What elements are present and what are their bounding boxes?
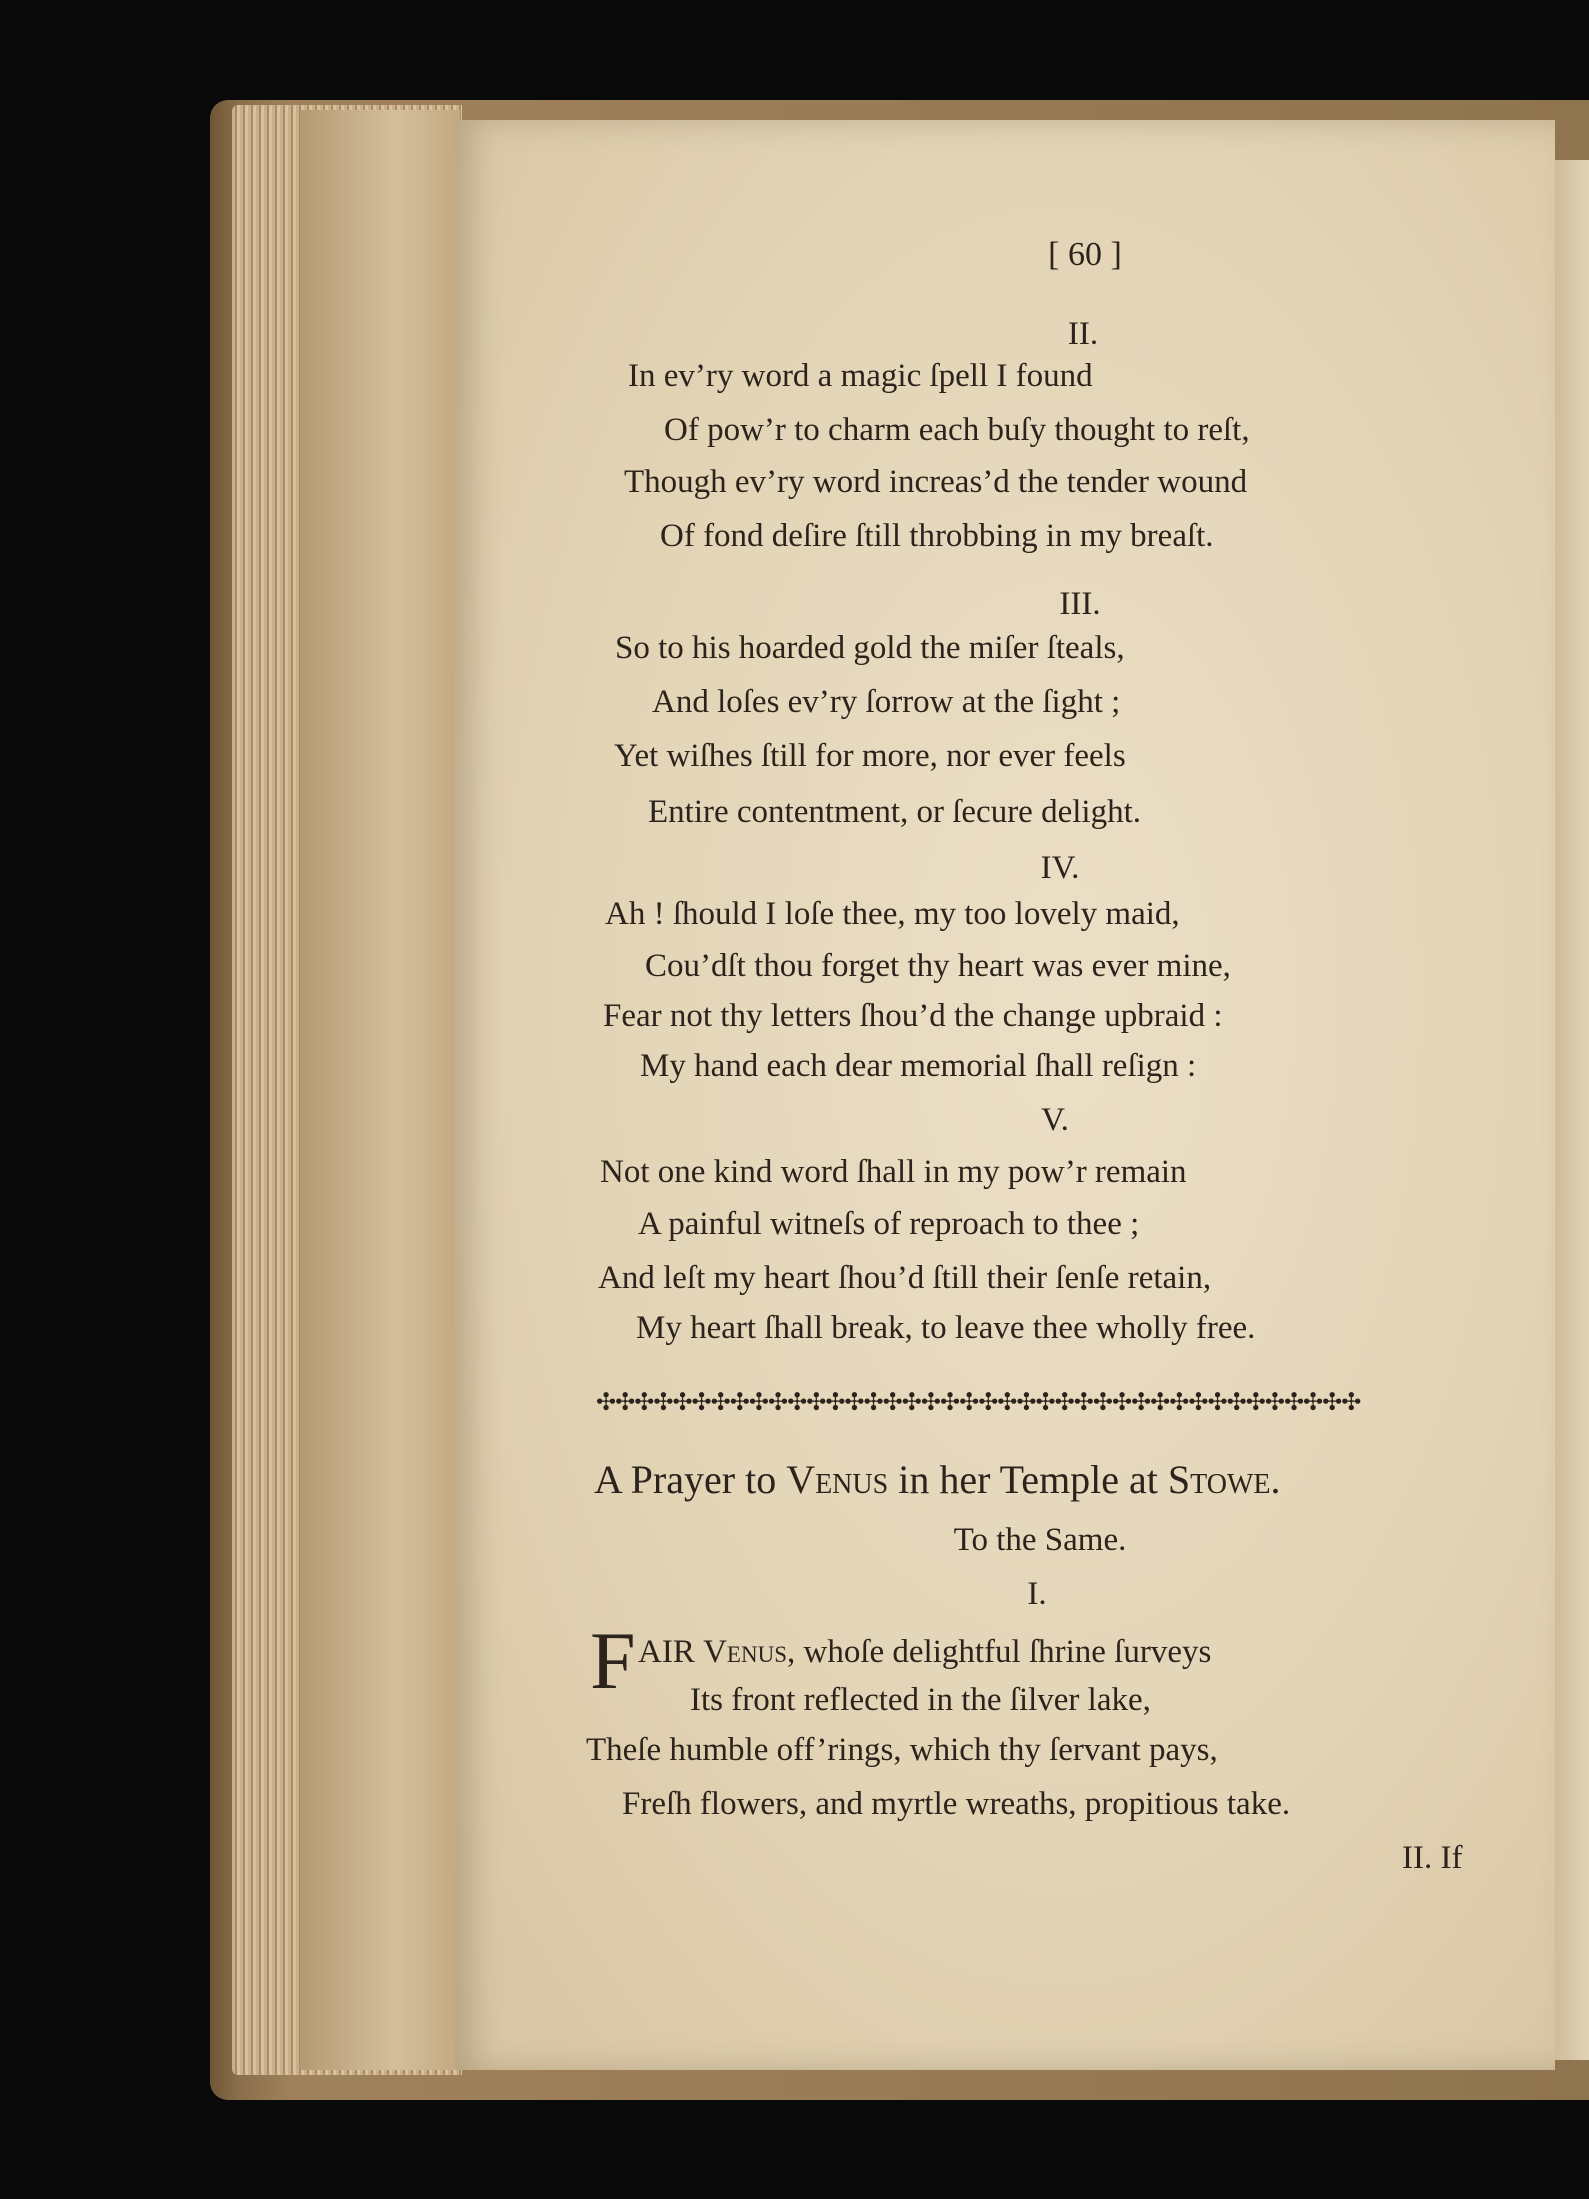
stanza-numeral: I. xyxy=(1027,1576,1047,1612)
title-text: A Prayer to xyxy=(594,1457,787,1502)
first-line-start: AIR xyxy=(638,1634,704,1670)
facing-page-edge xyxy=(1550,160,1589,2060)
text-block-edge xyxy=(300,110,460,2070)
stanza-numeral: III. xyxy=(1059,586,1101,622)
title-text: in her Temple at xyxy=(888,1457,1168,1502)
verse-line: Theſe humble off’rings, which thy ſervant pays, xyxy=(586,1732,1218,1768)
poem-title xyxy=(594,1457,1281,1502)
ornamental-rule: ✣✣✣✣✣✣✣✣✣✣✣✣✣✣✣✣✣✣✣✣✣✣✣✣✣✣✣✣✣✣✣✣✣✣✣✣✣✣✣✣ xyxy=(596,1388,1361,1416)
verse-line: And loſes ev’ry ſorrow at the ſight ; xyxy=(652,684,1121,720)
verse-line: Its front reflected in the ſilver lake, xyxy=(690,1682,1151,1718)
verse-line: Of pow’r to charm each buſy thought to reſt, xyxy=(664,412,1250,448)
drop-cap: F xyxy=(590,1615,636,1706)
verse-line: My hand each dear memorial ſhall reſign : xyxy=(640,1048,1197,1084)
verse-line: And leſt my heart ſhou’d ſtill their ſenſe retain, xyxy=(598,1260,1212,1296)
verse-line: In ev’ry word a magic ſpell I found xyxy=(628,358,1093,394)
verse-line: Cou’dſt thou forget thy heart was ever mine, xyxy=(645,948,1231,984)
verse-line: Yet wiſhes ſtill for more, nor ever feels xyxy=(614,738,1126,774)
verse-line: Entire contentment, or ſecure delight. xyxy=(648,794,1141,830)
verse-line: My heart ſhall break, to leave thee wholly free. xyxy=(636,1310,1256,1346)
stanza-numeral: V. xyxy=(1041,1102,1069,1138)
verse-line: Not one kind word ſhall in my pow’r remain xyxy=(600,1154,1187,1190)
first-line-end: whoſe delightful ſhrine ſurveys xyxy=(795,1634,1212,1670)
stanza-numeral: IV. xyxy=(1040,850,1080,886)
title-stowe: Stowe. xyxy=(1167,1457,1281,1502)
title-venus: Venus xyxy=(786,1457,889,1502)
verse-line: Though ev’ry word increas’d the tender wound xyxy=(624,464,1248,500)
verse-line: Ah ! ſhould I loſe thee, my too lovely maid, xyxy=(605,896,1180,932)
verse-line xyxy=(638,1636,1211,1669)
page-number: [ 60 ] xyxy=(1048,236,1122,273)
catchword: II. If xyxy=(1402,1840,1463,1876)
stanza-numeral: II. xyxy=(1067,316,1099,352)
verse-line: Fear not thy letters ſhou’d the change upbraid : xyxy=(603,998,1223,1034)
verse-line: Of fond deſire ſtill throbbing in my breaſt. xyxy=(660,518,1214,554)
verse-line: Freſh flowers, and myrtle wreaths, propitious take. xyxy=(622,1786,1291,1822)
verse-line: So to his hoarded gold the miſer ſteals, xyxy=(615,630,1125,666)
first-line-venus: Venus, xyxy=(703,1634,796,1670)
verse-line: A painful witneſs of reproach to thee ; xyxy=(638,1206,1140,1242)
dedication: To the Same. xyxy=(953,1522,1127,1558)
